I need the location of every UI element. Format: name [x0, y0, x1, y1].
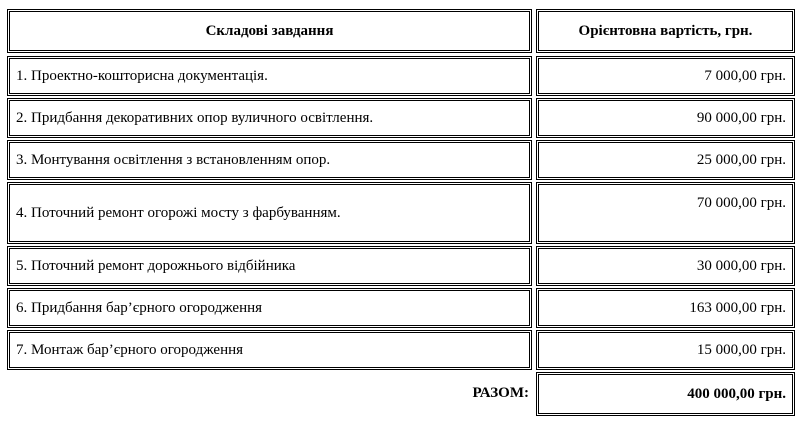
- table-row-task: 1. Проектно-кошторисна документація.: [9, 58, 530, 94]
- total-label: РАЗОМ:: [472, 385, 529, 401]
- total-value: 400 000,00 грн.: [538, 374, 793, 414]
- table-row-cost: 90 000,00 грн.: [538, 100, 793, 136]
- table-row-cost: 25 000,00 грн.: [538, 142, 793, 178]
- table-row-task: 3. Монтування освітлення з встановленням опор.: [9, 142, 530, 178]
- header-cost: Орієнтовна вартість, грн.: [538, 11, 793, 51]
- table-row-cost: 7 000,00 грн.: [538, 58, 793, 94]
- table-row-cost: 163 000,00 грн.: [538, 290, 793, 326]
- table-row-task: 7. Монтаж бар’єрного огородження: [9, 332, 530, 368]
- table-row-task: 4. Поточний ремонт огорожі мосту з фарбуванням.: [9, 184, 530, 242]
- table-row-cost: 15 000,00 грн.: [538, 332, 793, 368]
- table-row-task: 2. Придбання декоративних опор вуличного освітлення.: [9, 100, 530, 136]
- header-task: Складові завдання: [9, 11, 530, 51]
- table-row-cost: 70 000,00 грн.: [538, 184, 793, 242]
- table-row-task: 5. Поточний ремонт дорожнього відбійника: [9, 248, 530, 284]
- table-row-task: 6. Придбання бар’єрного огородження: [9, 290, 530, 326]
- cost-table: [7, 9, 795, 416]
- table-row-cost: 30 000,00 грн.: [538, 248, 793, 284]
